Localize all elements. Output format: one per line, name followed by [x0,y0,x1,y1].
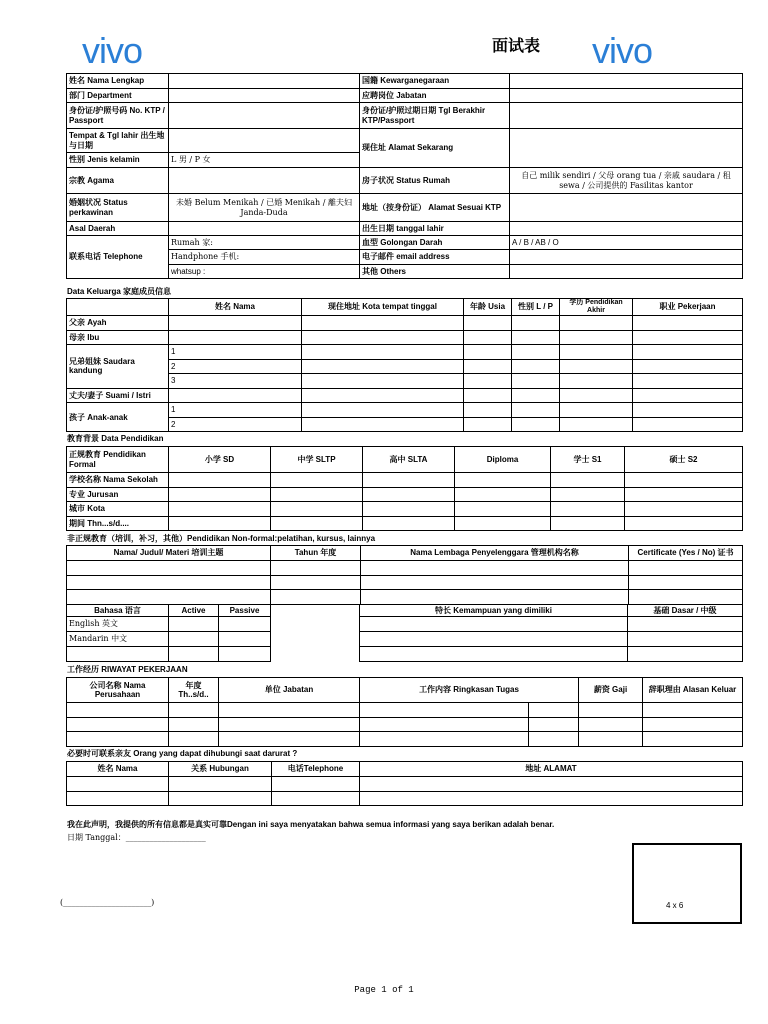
sibling-cell[interactable] [512,359,560,374]
edu-cell[interactable] [271,487,363,502]
em-cell[interactable] [360,777,743,792]
edu-cell[interactable] [455,487,551,502]
lang-cell[interactable] [219,617,271,632]
father-gender[interactable] [512,316,560,331]
edu-col-diploma: Diploma [455,447,551,473]
edu-cell[interactable] [551,487,625,502]
ktp-address-field[interactable] [510,194,743,222]
handphone-field[interactable]: Handphone 手机: [169,250,360,265]
sibling-3[interactable]: 3 [169,374,302,389]
work-cell[interactable] [219,732,360,747]
spouse-cell[interactable] [302,388,464,403]
em-col-name: 姓名 Nama [67,762,169,777]
nonformal-table [66,545,743,605]
edu-cell[interactable] [363,473,455,488]
edu-col-sltp: 中学 SLTP [271,447,363,473]
work-cell[interactable] [529,717,579,732]
skill-cell[interactable] [628,617,743,632]
work-cell[interactable] [67,717,169,732]
edu-cell[interactable] [169,516,271,531]
child-cell[interactable] [302,403,464,418]
work-cell[interactable] [360,732,529,747]
department-field[interactable] [169,89,360,103]
sibling-cell[interactable] [302,359,464,374]
lang-col-language: Bahasa 语言 [67,605,169,617]
family-col-age: 年龄 Usia [464,299,512,316]
work-table [66,677,743,747]
nf-col-year: Tahun 年度 [271,546,361,561]
dob-field[interactable] [510,222,743,236]
birth-place-label: Tempat & Tgl lahir 出生地与日期 [67,129,169,153]
position-label: 应聘岗位 Jabatan [360,89,510,103]
religion-label: 宗教 Agama [67,168,169,194]
spouse-cell[interactable] [633,388,743,403]
name-field[interactable] [169,74,360,89]
em-col-phone: 电话Telephone [272,762,360,777]
family-heading: Data Keluarga 家庭成员信息 [67,287,172,296]
education-table [66,446,743,531]
nf-cell[interactable] [361,590,629,605]
child-cell[interactable] [464,417,512,432]
skill-label: 特长 Kemampuan yang dimiliki [360,605,628,617]
marital-options[interactable]: 未婚 Belum Menikah / 已婚 Menikah / 離夫妇 Janda-Duda [169,194,360,222]
work-cell[interactable] [643,732,743,747]
father-edu[interactable] [560,316,633,331]
address-field[interactable] [510,129,743,168]
nf-col-institution: Nama Lembaga Penyelenggara 管理机构名称 [361,546,629,561]
child-cell[interactable] [633,417,743,432]
address-label: 现住址 Alamat Sekarang [360,129,510,168]
work-cell[interactable] [579,717,643,732]
edu-cell[interactable] [455,473,551,488]
gender-label: 性别 Jenis kelamin [67,153,169,168]
em-cell[interactable] [272,777,360,792]
edu-col-sd: 小学 SD [169,447,271,473]
photo-size-label: 4 x 6 [666,901,684,910]
child-cell[interactable] [512,403,560,418]
department-label: 部门 Department [67,89,169,103]
nf-cell[interactable] [67,590,271,605]
work-col-position: 单位 Jabatan [219,678,360,703]
edu-col-s1: 学士 S1 [551,447,625,473]
sibling-cell[interactable] [633,345,743,360]
nf-cell[interactable] [361,561,629,576]
emergency-table [66,761,743,806]
edu-cell[interactable] [271,473,363,488]
spouse-cell[interactable] [464,388,512,403]
edu-cell[interactable] [455,516,551,531]
work-cell[interactable] [643,717,743,732]
sibling-cell[interactable] [560,359,633,374]
child-cell[interactable] [633,403,743,418]
page-footer: Page 1 of 1 [354,985,414,995]
em-cell[interactable] [67,791,169,806]
nf-cell[interactable] [67,561,271,576]
nonformal-heading: 非正规教育（培训，补习，其他）Pendidikan Non-formal:pelatihan, kursus, lainnya [67,534,376,543]
sibling-cell[interactable] [633,374,743,389]
sibling-cell[interactable] [464,345,512,360]
date-field[interactable]: 日期 Tanggal：____________________ [67,833,206,842]
mother-gender[interactable] [512,330,560,345]
edu-cell[interactable] [625,502,743,517]
home-phone-field[interactable]: Rumah 家: [169,236,360,250]
father-name[interactable] [169,316,302,331]
nf-cell[interactable] [361,575,629,590]
work-cell[interactable] [169,732,219,747]
em-cell[interactable] [169,791,272,806]
phone-label: 联系电话 Telephone [67,236,169,279]
blood-label: 血型 Golongan Darah [360,236,510,250]
family-col-education: 学历 Pendidikan Akhir [560,299,633,316]
origin-field[interactable] [169,222,360,236]
lang-mandarin: Mandarin 中文 [67,632,169,647]
child-1[interactable]: 1 [169,403,302,418]
family-col-city: 现住地址 Kota tempat tinggal [302,299,464,316]
id-expiry-field[interactable] [510,103,743,129]
em-col-address: 地址 ALAMAT [360,762,743,777]
lang-cell[interactable] [219,647,271,662]
work-cell[interactable] [219,703,360,718]
child-cell[interactable] [512,417,560,432]
work-cell[interactable] [169,703,219,718]
family-col-name: 姓名 Nama [169,299,302,316]
id-label: 身份证/护照号码 No. KTP / Passport [67,103,169,129]
birth-place-field[interactable] [169,129,360,153]
family-col-job: 职业 Pekerjaan [633,299,743,316]
em-cell[interactable] [169,777,272,792]
spouse-cell[interactable] [169,388,302,403]
edu-cell[interactable] [551,502,625,517]
vivo-logo-right [592,36,710,70]
name-label: 姓名 Nama Lengkap [67,74,169,89]
nf-cell[interactable] [271,590,361,605]
sibling-1[interactable]: 1 [169,345,302,360]
marital-label: 婚姻状况 Status perkawinan [67,194,169,222]
edu-cell[interactable] [625,487,743,502]
edu-cell[interactable] [271,516,363,531]
work-cell[interactable] [360,717,529,732]
father-age[interactable] [464,316,512,331]
family-col-gender: 性别 L / P [512,299,560,316]
sibling-cell[interactable] [633,359,743,374]
edu-cell[interactable] [551,473,625,488]
lang-cell[interactable] [219,632,271,647]
ktp-address-label: 地址（按身份证） Alamat Sesuai KTP [360,194,510,222]
house-options[interactable]: 自己 milik sendiri / 父母 orang tua / 亲戚 saudara / 租 sewa / 公司提供的 Fasilitas kantor [510,168,743,194]
work-col-reason: 辞职理由 Alasan Keluar [643,678,743,703]
work-cell[interactable] [67,732,169,747]
father-city[interactable] [302,316,464,331]
sibling-cell[interactable] [464,359,512,374]
education-heading: 教育背景 Data Pendidikan [67,434,164,443]
email-label: 电子邮件 email address [360,250,510,265]
work-cell[interactable] [529,703,579,718]
nf-col-topic: Nama/ Judul/ Materi 培训主题 [67,546,271,561]
sibling-cell[interactable] [560,345,633,360]
child-cell[interactable] [560,403,633,418]
nf-cell[interactable] [271,561,361,576]
nf-cell[interactable] [67,575,271,590]
skill-cell[interactable] [628,647,743,662]
work-col-company: 公司名称 Nama Perusahaan [67,678,169,703]
mother-job[interactable] [633,330,743,345]
edu-cell[interactable] [363,516,455,531]
major-label: 专业 Jurusan [67,487,169,502]
mother-edu[interactable] [560,330,633,345]
spouse-label: 丈夫/妻子 Suami / Istri [67,388,169,403]
svg-text:vivo: vivo [82,36,143,68]
lang-cell[interactable] [169,632,219,647]
children-label: 孩子 Anak-anak [67,403,169,432]
lang-english: English 英文 [67,617,169,632]
spouse-cell[interactable] [560,388,633,403]
others-label: 其他 Others [360,265,510,279]
lang-col-active: Active [169,605,219,617]
work-cell[interactable] [219,717,360,732]
edu-cell[interactable] [363,502,455,517]
declaration-text: 我在此声明，我提供的所有信息都是真实可靠Dengan ini saya menyatakan bahwa semua informasi yang saya berikan adalah benar. [67,820,555,829]
school-name-label: 学校名称 Nama Sekolah [67,473,169,488]
mother-name[interactable] [169,330,302,345]
emergency-heading: 必要时可联系亲友 Orang yang dapat dihubungi saat darurat ? [67,749,298,758]
mother-label: 母亲 Ibu [67,330,169,345]
mother-age[interactable] [464,330,512,345]
nf-cell[interactable] [629,590,743,605]
skill-table [359,604,743,662]
gender-options[interactable]: L 男 / P 女 [169,153,360,168]
work-col-tasks: 工作内容 Ringkasan Tugas [360,678,579,703]
work-cell[interactable] [529,732,579,747]
nf-cell[interactable] [629,561,743,576]
edu-cell[interactable] [271,502,363,517]
child-2[interactable]: 2 [169,417,302,432]
siblings-label: 兄弟姐妹 Saudara kandung [67,345,169,389]
lang-cell[interactable] [67,647,169,662]
period-label: 期间 Thn...s/d.... [67,516,169,531]
sibling-2[interactable]: 2 [169,359,302,374]
nf-cell[interactable] [271,575,361,590]
position-field[interactable] [510,89,743,103]
child-cell[interactable] [464,403,512,418]
child-cell[interactable] [302,417,464,432]
religion-field[interactable] [169,168,360,194]
lang-cell[interactable] [169,617,219,632]
origin-label: Asal Daerah [67,222,169,236]
vivo-logo-left [82,36,200,70]
dob-label: 出生日期 tanggal lahir [360,222,510,236]
whatsapp-field[interactable]: whatsup : [169,265,360,279]
id-expiry-label: 身份证/护照过期日期 Tgl Berakhir KTP/Passport [360,103,510,129]
nf-col-certificate: Certificate (Yes / No) 证书 [629,546,743,561]
em-cell[interactable] [360,791,743,806]
form-title: 面试表 [492,36,541,55]
em-cell[interactable] [67,777,169,792]
formal-label: 正规教育 Pendidikan Formal [67,447,169,473]
lang-cell[interactable] [169,647,219,662]
family-table [66,298,743,432]
em-cell[interactable] [272,791,360,806]
work-cell[interactable] [67,703,169,718]
svg-text:vivo: vivo [592,36,653,68]
email-field[interactable] [510,250,743,265]
edu-col-slta: 高中 SLTA [363,447,455,473]
sibling-cell[interactable] [512,374,560,389]
sibling-cell[interactable] [512,345,560,360]
skill-cell[interactable] [628,632,743,647]
city-label: 城市 Kota [67,502,169,517]
spouse-cell[interactable] [512,388,560,403]
level-label: 基础 Dasar / 中级 [628,605,743,617]
work-cell[interactable] [360,703,529,718]
sibling-cell[interactable] [464,374,512,389]
id-field[interactable] [169,103,360,129]
skill-cell[interactable] [360,617,628,632]
lang-col-passive: Passive [219,605,271,617]
edu-cell[interactable] [169,502,271,517]
work-heading: 工作经历 RIWAYAT PEKERJAAN [67,665,188,674]
sibling-cell[interactable] [302,374,464,389]
edu-cell[interactable] [169,487,271,502]
edu-cell[interactable] [455,502,551,517]
skill-cell[interactable] [360,647,628,662]
work-cell[interactable] [579,703,643,718]
work-cell[interactable] [169,717,219,732]
skill-cell[interactable] [360,632,628,647]
edu-cell[interactable] [625,473,743,488]
edu-col-s2: 硕士 S2 [625,447,743,473]
photo-box[interactable] [632,843,742,924]
father-label: 父亲 Ayah [67,316,169,331]
others-field[interactable] [510,265,743,279]
work-cell[interactable] [579,732,643,747]
sibling-cell[interactable] [302,345,464,360]
edu-cell[interactable] [363,487,455,502]
edu-cell[interactable] [625,516,743,531]
house-label: 房子状况 Status Rumah [360,168,510,194]
signature-line[interactable]: (______________________) [60,898,155,907]
personal-info-table [66,73,743,279]
edu-cell[interactable] [551,516,625,531]
nationality-label: 国籍 Kewarganegaraan [360,74,510,89]
language-table [66,604,271,662]
child-cell[interactable] [560,417,633,432]
mother-city[interactable] [302,330,464,345]
blood-options[interactable]: A / B / AB / O [510,236,743,250]
em-col-relation: 关系 Hubungan [169,762,272,777]
nationality-field[interactable] [510,74,743,89]
work-col-salary: 薪资 Gaji [579,678,643,703]
work-col-year: 年度 Th..s/d.. [169,678,219,703]
sibling-cell[interactable] [560,374,633,389]
work-cell[interactable] [643,703,743,718]
edu-cell[interactable] [169,473,271,488]
nf-cell[interactable] [629,575,743,590]
father-job[interactable] [633,316,743,331]
